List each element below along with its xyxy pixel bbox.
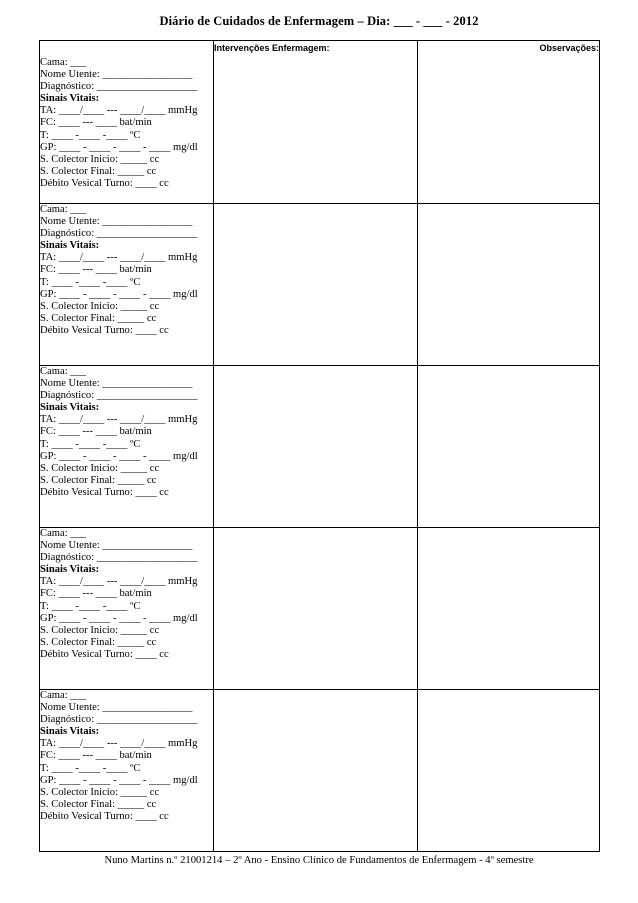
glycemia-field: GP: ____ - ____ - ____ - ____ mg/dl [40,288,198,300]
bladder-output-field: Débito Vesical Turno: ____ cc [40,810,169,822]
diagnosis-field: Diagnóstico: ___________________ [40,390,198,402]
patient-header-cell [40,41,214,58]
blood-pressure-field: TA: ____/____ --- ____/____ mmHg [40,738,198,750]
vital-signs-heading: Sinais Vitais: [40,564,100,576]
patient-info-cell [40,204,214,366]
vital-signs-heading: Sinais Vitais: [40,726,100,738]
collector-start-field: S. Colector Inicio: _____ cc [40,300,160,312]
temperature-field: T: ____ -____ -____ ºC [40,438,141,450]
heart-rate-field: FC: ____ --- ____ bat/min [40,588,152,600]
vital-signs-heading: Sinais Vitais: [40,402,100,414]
patient-name-field: Nome Utente: _________________ [40,69,193,81]
heart-rate-field: FC: ____ --- ____ bat/min [40,264,152,276]
blood-pressure-field: TA: ____/____ --- ____/____ mmHg [40,414,198,426]
interventions-cell[interactable] [214,528,418,690]
bed-field: Cama: ___ [40,366,87,377]
patient-info-cell [40,690,214,852]
table-header-row [40,41,600,58]
diagnosis-field: Diagnóstico: ___________________ [40,81,198,93]
temperature-field: T: ____ -____ -____ ºC [40,600,141,612]
glycemia-field: GP: ____ - ____ - ____ - ____ mg/dl [40,450,198,462]
blood-pressure-field: TA: ____/____ --- ____/____ mmHg [40,105,198,117]
blood-pressure-field: TA: ____/____ --- ____/____ mmHg [40,252,198,264]
glycemia-field: GP: ____ - ____ - ____ - ____ mg/dl [40,141,198,153]
interventions-cell[interactable] [214,690,418,852]
heart-rate-field: FC: ____ --- ____ bat/min [40,117,152,129]
patient-row [40,204,600,366]
heart-rate-field: FC: ____ --- ____ bat/min [40,750,152,762]
collector-end-field: S. Colector Final: _____ cc [40,798,157,810]
observations-cell[interactable] [418,690,600,852]
patient-info-cell [40,528,214,690]
observations-cell[interactable] [418,204,600,366]
patient-info-cell [40,366,214,528]
patient-name-field: Nome Utente: _________________ [40,702,193,714]
interventions-cell[interactable] [214,57,418,204]
patient-name-field: Nome Utente: _________________ [40,378,193,390]
bladder-output-field: Débito Vesical Turno: ____ cc [40,324,169,336]
collector-end-field: S. Colector Final: _____ cc [40,312,157,324]
temperature-field: T: ____ -____ -____ ºC [40,762,141,774]
patient-info-cell [40,57,214,204]
observations-cell[interactable] [418,528,600,690]
interventions-cell[interactable] [214,204,418,366]
observations-cell[interactable] [418,57,600,204]
glycemia-field: GP: ____ - ____ - ____ - ____ mg/dl [40,774,198,786]
page-footer: Nuno Martins n.º 21001214 – 2º Ano - Ensino Clínico de Fundamentos de Enfermagem - 4º semestre [104,855,534,866]
observations-cell[interactable] [418,366,600,528]
page-title: Diário de Cuidados de Enfermagem – Dia: ___ - ___ - 2012 [159,14,479,28]
collector-end-field: S. Colector Final: _____ cc [40,474,157,486]
glycemia-field: GP: ____ - ____ - ____ - ____ mg/dl [40,612,198,624]
collector-start-field: S. Colector Inicio: _____ cc [40,786,160,798]
bed-field: Cama: ___ [40,690,87,701]
patient-name-field: Nome Utente: _________________ [40,216,193,228]
collector-end-field: S. Colector Final: _____ cc [40,165,157,177]
blood-pressure-field: TA: ____/____ --- ____/____ mmHg [40,576,198,588]
collector-start-field: S. Colector Inicio: _____ cc [40,153,160,165]
bladder-output-field: Débito Vesical Turno: ____ cc [40,648,169,660]
interventions-header: Intervenções Enfermagem: [214,41,418,58]
diagnosis-field: Diagnóstico: ___________________ [40,228,198,240]
heart-rate-field: FC: ____ --- ____ bat/min [40,426,152,438]
temperature-field: T: ____ -____ -____ ºC [40,276,141,288]
observations-header: Observações: [418,41,600,58]
collector-start-field: S. Colector Inicio: _____ cc [40,462,160,474]
temperature-field: T: ____ -____ -____ ºC [40,129,141,141]
patient-row [40,57,600,204]
patient-name-field: Nome Utente: _________________ [40,540,193,552]
bladder-output-field: Débito Vesical Turno: ____ cc [40,486,169,498]
interventions-cell[interactable] [214,366,418,528]
nursing-care-table [39,40,600,852]
vital-signs-heading: Sinais Vitais: [40,93,100,105]
collector-start-field: S. Colector Inicio: _____ cc [40,624,160,636]
patient-row [40,528,600,690]
bladder-output-field: Débito Vesical Turno: ____ cc [40,177,169,189]
vital-signs-heading: Sinais Vitais: [40,240,100,252]
patient-row [40,690,600,852]
diagnosis-field: Diagnóstico: ___________________ [40,552,198,564]
patient-row [40,366,600,528]
bed-field: Cama: ___ [40,528,87,539]
bed-field: Cama: ___ [40,204,87,215]
diagnosis-field: Diagnóstico: ___________________ [40,714,198,726]
bed-field: Cama: ___ [40,57,87,68]
collector-end-field: S. Colector Final: _____ cc [40,636,157,648]
